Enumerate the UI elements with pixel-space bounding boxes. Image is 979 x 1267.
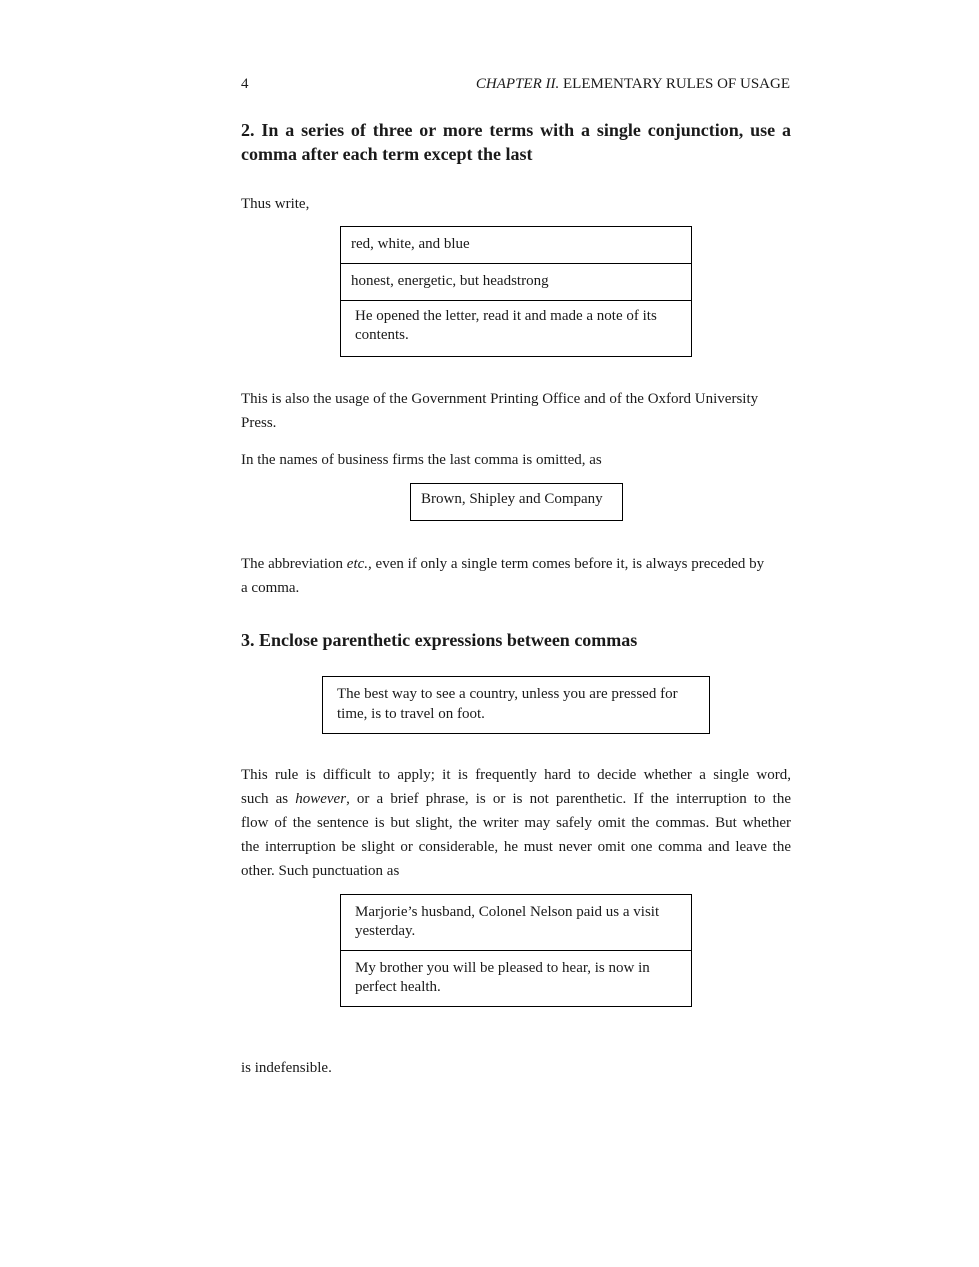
firms-paragraph: In the names of business firms the last comma is omitted, as	[241, 452, 602, 468]
paragraph-line	[241, 787, 791, 811]
example-text: He opened the letter, read it and made a note of its	[355, 308, 657, 324]
bad-punctuation-box	[340, 894, 692, 1007]
example-text: red, white, and blue	[351, 236, 470, 252]
however-word: however	[295, 791, 347, 807]
gpo-usage-paragraph	[241, 387, 791, 435]
page-number: 4	[241, 76, 249, 92]
example-row	[341, 227, 691, 264]
body-pre: such as	[241, 791, 296, 807]
paragraph-line: This is also the usage of the Government Printing Office and of the Oxford University	[241, 391, 759, 407]
example-row	[341, 301, 691, 345]
paragraph-line: flow of the sentence is but slight, the writer may safely omit the commas. But whether	[241, 815, 791, 831]
indefensible-text: is indefensible.	[241, 1060, 332, 1076]
example-text: Marjorie’s husband, Colonel Nelson paid us a visit	[355, 904, 660, 920]
example-text: yesterday.	[355, 923, 416, 939]
example-row	[341, 951, 691, 997]
etc-word: etc.,	[346, 556, 372, 572]
rule-3-body-paragraph	[241, 763, 791, 883]
thus-write-text: Thus write,	[241, 196, 310, 212]
paragraph-line: the interruption be slight or considerable, he must never omit one comma and leave the	[241, 839, 791, 855]
example-row	[341, 895, 691, 951]
paragraph-line: a comma.	[241, 580, 300, 596]
example-row	[341, 264, 691, 301]
example-text: perfect health.	[355, 979, 441, 995]
chapter-title: ELEMENTARY RULES OF USAGE	[563, 76, 790, 92]
example-text: The best way to see a country, unless you are pressed for	[337, 686, 678, 702]
paragraph-line: This rule is difficult to apply; it is frequently hard to decide whether a single word,	[241, 767, 791, 783]
series-example-box	[340, 226, 692, 357]
paragraph-line: Press.	[241, 415, 277, 431]
rule-3-heading: 3. Enclose parenthetic expressions between commas	[241, 630, 638, 650]
example-text: time, is to travel on foot.	[337, 706, 485, 722]
example-text: Brown, Shipley and Company	[421, 491, 603, 507]
example-text: My brother you will be pleased to hear, is now in	[355, 960, 650, 976]
paragraph-line: other. Such punctuation as	[241, 863, 400, 879]
etc-paragraph	[241, 552, 791, 600]
etc-pre: The abbreviation	[241, 556, 347, 572]
firm-example-box	[410, 483, 623, 521]
parenthetic-example-box	[322, 676, 710, 734]
running-header	[434, 76, 790, 93]
example-text: honest, energetic, but headstrong	[351, 273, 549, 289]
chapter-label: CHAPTER II.	[475, 76, 560, 92]
rule-2-heading-line: comma after each term except the last	[241, 144, 533, 164]
paragraph-line	[241, 552, 791, 576]
rule-2-heading	[241, 118, 791, 166]
etc-post: even if only a single term comes before it, is always preceded by	[371, 556, 765, 572]
rule-2-heading-line: 2. In a series of three or more terms with a single conjunction, use a	[241, 120, 791, 140]
example-text: contents.	[355, 327, 409, 343]
body-post: , or a brief phrase, is or is not parenthetic. If the interruption to the	[346, 791, 791, 807]
